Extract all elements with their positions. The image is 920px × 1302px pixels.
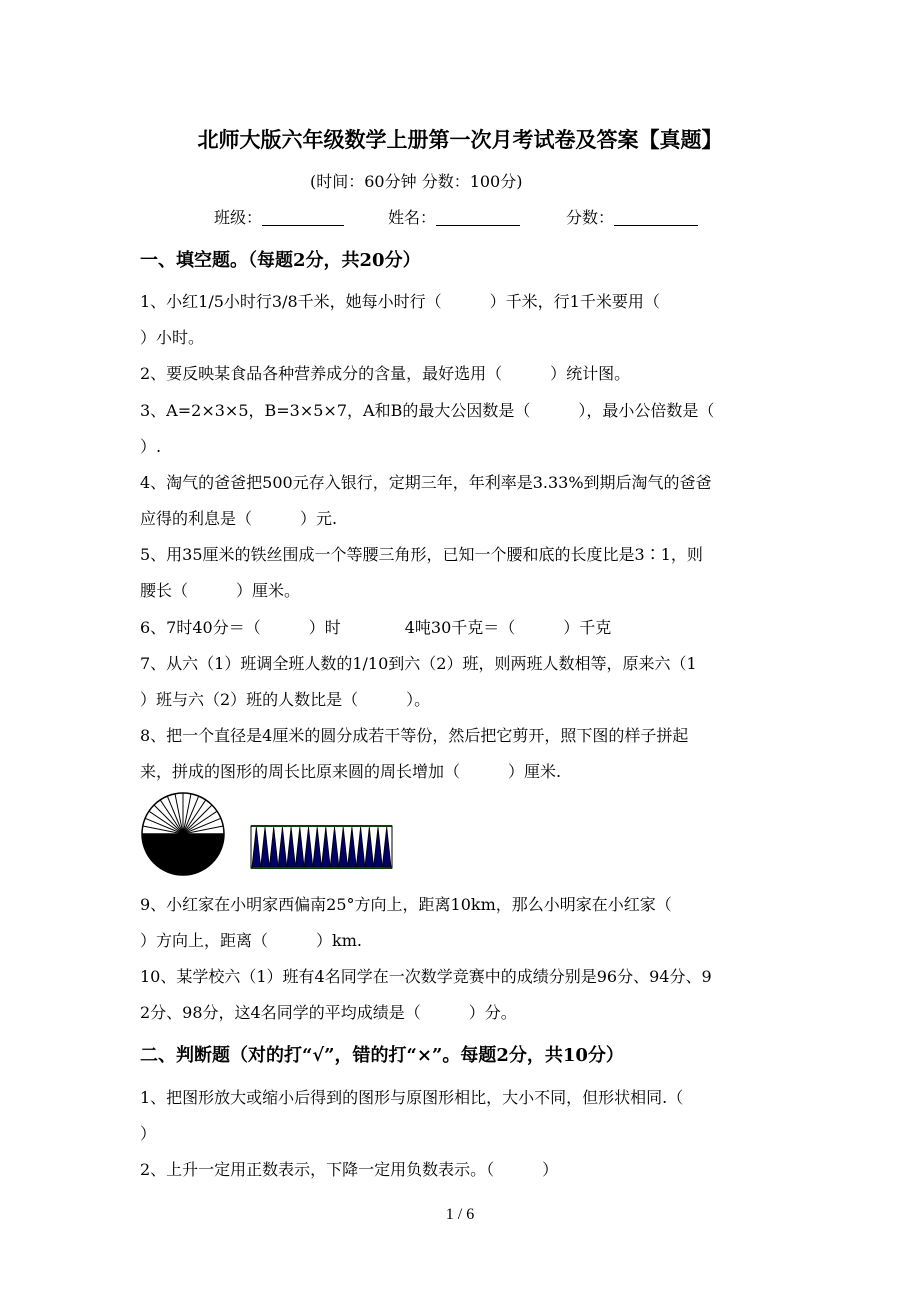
page-title: 北师大版六年级数学上册第一次月考试卷及答案【真题】: [197, 127, 723, 152]
question-line: 7、从六（1）班调全班人数的1/10到六（2）班，则两班人数相等，原来六（1: [140, 654, 697, 673]
sector-line: [154, 805, 183, 834]
question-line: 腰长（ ）厘米。: [140, 581, 301, 600]
question-line: 来，拼成的图形的周长比原来圆的周长增加（ ）厘米.: [140, 762, 562, 781]
name-label: 姓名：: [388, 208, 437, 227]
question-line: ）: [140, 1124, 157, 1143]
question-line: 5、用35厘米的铁丝围成一个等腰三角形，已知一个腰和底的长度比是3∶1，则: [140, 545, 703, 564]
question-line: 2、上升一定用正数表示，下降一定用负数表示。（ ）: [140, 1160, 559, 1179]
question-line: 2、要反映某食品各种营养成分的含量，最好选用（ ）统计图。: [140, 364, 631, 383]
divided-circle-figure: [140, 790, 226, 878]
circle-lower-half: [142, 834, 224, 875]
circle-sector-lines: [143, 793, 223, 834]
question-line: 应得的利息是（ ）元.: [140, 509, 338, 528]
time-score-line: (时间：60分钟 分数：100分): [310, 172, 523, 191]
section-1-heading: 一、填空题。（每题2分，共20分）: [140, 250, 421, 271]
name-blank: [436, 209, 520, 226]
question-line: ）班与六（2）班的人数比是（ ）。: [140, 690, 431, 709]
question-line: 3、A=2×3×5，B=3×5×7，A和B的最大公因数是（ ），最小公倍数是（: [140, 401, 715, 420]
question-line: 1、把图形放大或缩小后得到的图形与原图形相比，大小不同，但形状相同.（: [140, 1088, 684, 1107]
class-label: 班级：: [214, 208, 263, 227]
question-line: 1、小红1/5小时行3/8千米，她每小时行（ ）千米，行1千米要用（: [140, 292, 660, 311]
rearranged-sectors-figure: [250, 824, 394, 870]
question-line: 8、把一个直径是4厘米的圆分成若干等份，然后把它剪开，照下图的样子拼起: [140, 726, 689, 745]
score-label: 分数：: [566, 208, 615, 227]
page-number: 1 / 6: [445, 1206, 475, 1223]
question-line: 9、小红家在小明家西偏南25°方向上，距离10km，那么小明家在小红家（: [140, 895, 672, 914]
class-blank: [262, 209, 344, 226]
question-line: 6、7时40分＝（ ）时 4吨30千克＝（ ）千克: [140, 618, 612, 637]
sector-line: [183, 805, 212, 834]
question-line: 10、某学校六（1）班有4名同学在一次数学竞赛中的成绩分别是96分、94分、9: [140, 967, 712, 986]
question-line: ）方向上，距离（ ）km.: [140, 931, 362, 950]
score-blank: [614, 209, 698, 226]
question-line: 2分、98分，这4名同学的平均成绩是（ ）分。: [140, 1003, 517, 1022]
score-field: [566, 205, 698, 228]
class-field: [214, 205, 344, 228]
section-2-heading: 二、判断题（对的打“√”，错的打“×”。每题2分，共10分）: [140, 1045, 624, 1066]
name-field: [388, 205, 520, 228]
question-line: 4、淘气的爸爸把500元存入银行，定期三年，年利率是3.33%到期后淘气的爸爸: [140, 473, 712, 492]
question-line: ）.: [140, 437, 162, 456]
question-line: ）小时。: [140, 328, 205, 347]
